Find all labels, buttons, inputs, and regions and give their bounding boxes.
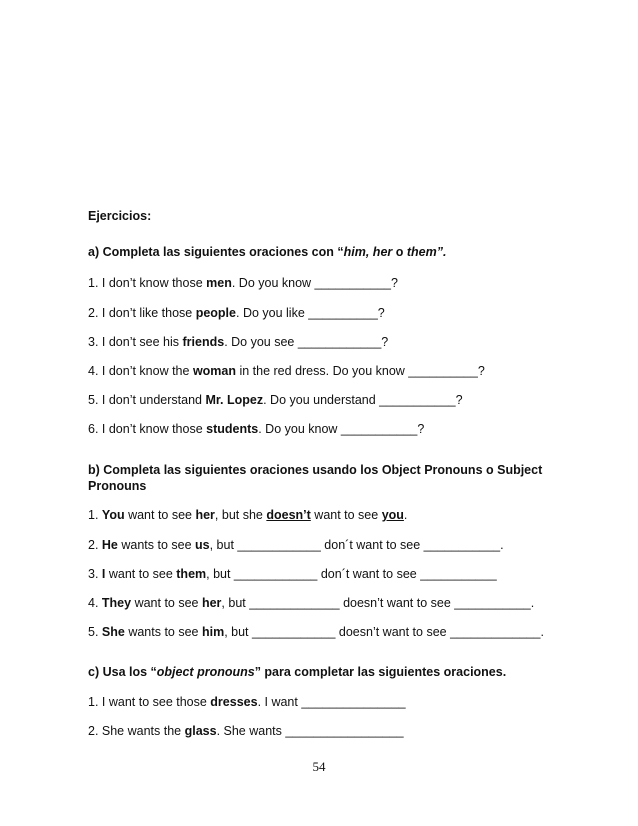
section-c-heading: c) Usa los “object pronouns” para completar las siguientes oraciones. <box>88 665 507 679</box>
section-b-item-3: 3. I want to see them, but ____________ don´t want to see ___________ <box>88 567 497 581</box>
section-b-item-4: 4. They want to see her, but _____________ doesn’t want to see ___________. <box>88 596 535 610</box>
section-b-item-5: 5. She wants to see him, but ____________ doesn’t want to see _____________. <box>88 625 544 639</box>
section-a-item-5: 5. I don’t understand Mr. Lopez. Do you understand ___________? <box>88 393 463 407</box>
section-c-item-2: 2. She wants the glass. She wants _________________ <box>88 724 404 738</box>
section-a-item-1: 1. I don’t know those men. Do you know ___________? <box>88 276 398 290</box>
section-b-item-2: 2. He wants to see us, but ____________ don´t want to see ___________. <box>88 538 504 552</box>
section-a-item-4: 4. I don’t know the woman in the red dress. Do you know __________? <box>88 364 485 378</box>
section-c-item-1: 1. I want to see those dresses. I want _______________ <box>88 695 406 709</box>
section-a-item-3: 3. I don’t see his friends. Do you see ____________? <box>88 335 389 349</box>
section-a-heading: a) Completa las siguientes oraciones con “him, her o them”. <box>88 245 447 259</box>
section-b-heading: b) Completa las siguientes oraciones usando los Object Pronouns o Subject Pronouns <box>88 463 543 493</box>
section-a-item-6: 6. I don’t know those students. Do you know ___________? <box>88 422 425 436</box>
section-b-example: 1. You want to see her, but she doesn’t want to see you. <box>88 508 408 522</box>
exercises-title: Ejercicios: <box>88 209 152 223</box>
page-number: 54 <box>312 759 326 774</box>
section-a-item-2: 2. I don’t like those people. Do you like __________? <box>88 306 385 320</box>
